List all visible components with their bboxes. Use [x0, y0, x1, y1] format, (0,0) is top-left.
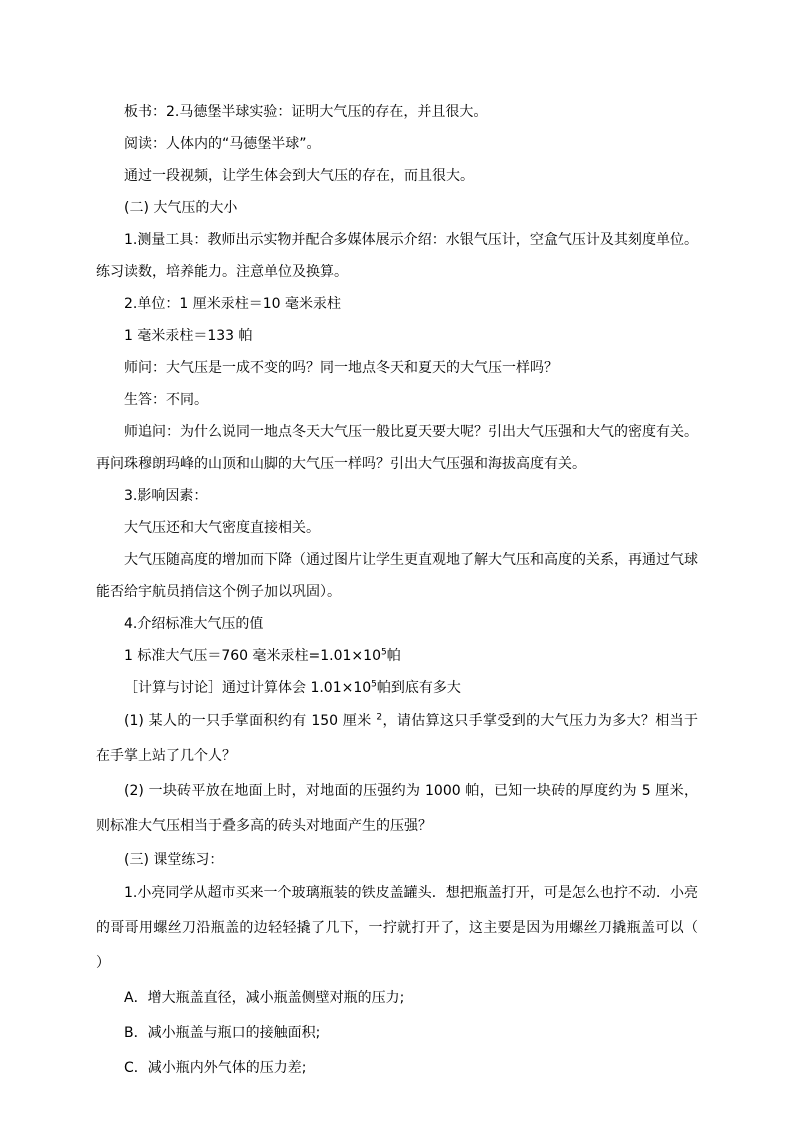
- paragraph-measuring-tools: 1.测量工具：教师出示实物并配合多媒体展示介绍：水银气压计，空盒气压计及其刻度单位。练习读数，培养能力。注意单位及换算。: [96, 232, 698, 280]
- section-heading-pressure-size: (二) 大气压的大小: [124, 200, 238, 216]
- paragraph-question-2: (2) 一块砖平放在地面上时，对地面的压强约为 1000 帕，已知一块砖的厚度约为 5 厘米，则标准大气压相当于叠多高的砖头对地面产生的压强？: [96, 783, 698, 834]
- option-b: B．减小瓶盖与瓶口的接触面积;: [124, 1025, 321, 1041]
- calc-exponent: 5: [371, 679, 377, 690]
- paragraph-teacher-followup: 师追问：为什么说同一地点冬天大气压一般比夏天要大呢？引出大气压强和大气的密度有关。再问珠穆朗玛峰的山顶和山脚的大气压一样吗？引出大气压强和海拔高度有关。: [96, 424, 698, 472]
- q1-exponent: 2: [376, 712, 383, 723]
- paragraph-student-answer: 生答：不同。: [124, 392, 208, 408]
- paragraph-board-notes: 板书：2.马德堡半球实验：证明大气压的存在，并且很大。: [124, 104, 488, 120]
- formula-suffix: 帕: [386, 648, 401, 664]
- q1-prefix: (1) 某人的一只手掌面积约有 150 厘米: [124, 713, 377, 729]
- formula-prefix: 1 标准大气压＝760 毫米汞柱=1.01×10: [124, 648, 381, 664]
- formula-exponent: 5: [380, 647, 387, 658]
- paragraph-reading: 阅读：人体内的“马德堡半球”。: [124, 136, 321, 152]
- paragraph-standard-intro: 4.介绍标准大气压的值: [124, 616, 264, 632]
- paragraph-factors-heading: 3.影响因素：: [124, 488, 208, 504]
- paragraph-practice-question-1: 1.小亮同学从超市买来一个玻璃瓶装的铁皮盖罐头．想把瓶盖打开，可是怎么也拧不动．小亮的哥哥用螺丝刀沿瓶盖的边轻轻撬了几下，一拧就打开了，这主要是因为用螺丝刀撬瓶盖可以（ ）: [96, 885, 726, 971]
- paragraph-density: 大气压还和大气密度直接相关。: [124, 520, 320, 536]
- calc-suffix: 帕到底有多大: [376, 680, 461, 696]
- paragraph-unit-cm: 2.单位：1 厘米汞柱＝10 毫米汞柱: [124, 296, 341, 312]
- paragraph-standard-formula: [96, 640, 698, 672]
- option-c: C．减小瓶内外气体的压力差;: [124, 1060, 307, 1076]
- section-heading-practice: (三) 课堂练习：: [124, 852, 224, 868]
- paragraph-altitude: 大气压随高度的增加而下降（通过图片让学生更直观地了解大气压和高度的关系，再通过气球能否给宇航员捎信这个例子加以巩固）。: [96, 552, 698, 600]
- paragraph-teacher-question: 师问：大气压是一成不变的吗？同一地点冬天和夏天的大气压一样吗？: [124, 360, 558, 376]
- option-a: A．增大瓶盖直径，减小瓶盖侧壁对瓶的压力;: [124, 990, 405, 1006]
- paragraph-video: 通过一段视频，让学生体会到大气压的存在，而且很大。: [124, 168, 474, 184]
- document-body: [96, 96, 726, 1086]
- paragraph-unit-mm: 1 毫米汞柱＝133 帕: [124, 328, 253, 344]
- paragraph-question-1: [96, 704, 698, 774]
- paragraph-calc-discussion: [96, 672, 698, 704]
- calc-prefix: ［计算与讨论］通过计算体会 1.01×10: [124, 680, 372, 696]
- q1-suffix: ，请估算这只手掌受到的大气压力为多大？相当于在手掌上站了几个人？: [96, 713, 698, 764]
